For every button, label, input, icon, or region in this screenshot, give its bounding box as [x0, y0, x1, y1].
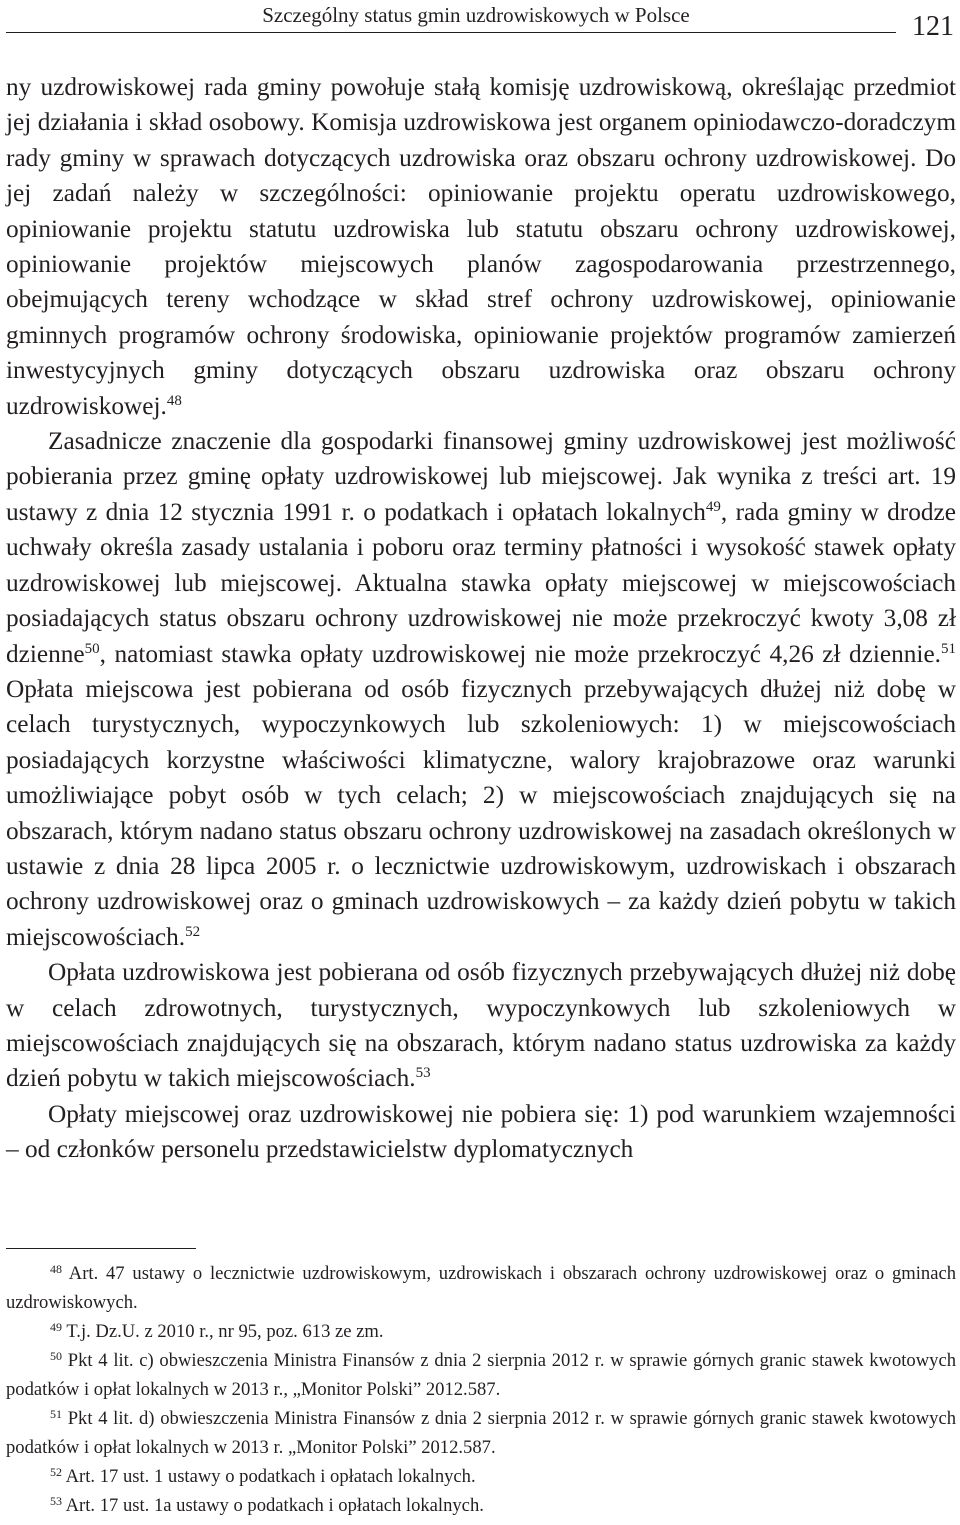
- footnote-51: [6, 1404, 956, 1462]
- header-rule: [6, 32, 896, 33]
- footnote-text: T.j. Dz.U. z 2010 r., nr 95, poz. 613 ze zm.: [66, 1321, 384, 1342]
- footnote-number: 48: [50, 1262, 62, 1276]
- paragraph-text: Opłaty miejscowej oraz uzdrowiskowej nie pobiera się: 1) pod warunkiem wzajemności – od członków personelu przedstawicielstw dyplomatycznych: [6, 1099, 956, 1164]
- main-text: [6, 70, 956, 1168]
- footnote-text: Pkt 4 lit. c) obwieszczenia Ministra Finansów z dnia 2 sierpnia 2012 r. w sprawie górnych granic stawek kwotowych podatków i opłat lokalnych w 2013 r., „Monitor Polski” 2012.587.: [6, 1350, 956, 1400]
- footnote-ref-50[interactable]: 50: [84, 640, 100, 657]
- footnote-ref-52[interactable]: 52: [185, 923, 201, 940]
- footnote-49: [6, 1317, 956, 1346]
- paragraph-text: Opłata miejscowa jest pobierana od osób fizycznych przebywających dłużej niż dobę w celach turystycznych, wypoczynkowych lub szkoleniowych: 1) w miejscowościach posiadających korzystne właściwości klimatyczne, walory krajobrazowe oraz warunki umożliwiające pobyt osób w tych celach; 2) w miejscowościach znajdujących się na obszarach, którym nadano status obszaru ochrony uzdrowiskowej na zasadach określonych w ustawie z dnia 28 lipca 2005 r. o lecznictwie uzdrowiskowym, uzdrowiskach i obszarach ochrony uzdrowiskowej oraz o gminach uzdrowiskowych – za każdy dzień pobytu w takich miejscowościach.: [6, 674, 956, 951]
- paragraph-spa-fees: [6, 424, 956, 955]
- footnote-number: 49: [50, 1320, 62, 1334]
- paragraph-text: Zasadnicze znaczenie dla gospodarki finansowej gminy uzdrowiskowej jest możliwość pobierania przez gminę opłaty uzdrowiskowej lub miejscowej. Jak wynika z treści art. 19 ustawy z dnia 12 stycznia 1991 r. o podatkach i opłatach lokalnych: [6, 427, 956, 526]
- footnote-text: Art. 47 ustawy o lecznictwie uzdrowiskowym, uzdrowiskach i obszarach ochrony uzdrowiskowej oraz o gminach uzdrowiskowych.: [6, 1263, 956, 1313]
- footnote-rule: [6, 1248, 196, 1249]
- footnote-number: 52: [50, 1465, 62, 1479]
- paragraph-exemptions: [6, 1097, 956, 1168]
- paragraph-text: ny uzdrowiskowej rada gminy powołuje stałą komisję uzdrowiskową, określając przedmiot jej działania i skład osobowy. Komisja uzdrowiskowa jest organem opiniodawczo-doradczym rady gminy w sprawach dotyczących uzdrowiska oraz obszaru ochrony uzdrowiskowej. Do jej zadań należy w szczególności: opiniowanie projektu operatu uzdrowiskowego, opiniowanie projektu statutu uzdrowiska lub statutu obszaru ochrony uzdrowiskowej, opiniowanie projektów miejscowych planów zagospodarowania przestrzennego, obejmujących tereny wchodzące w skład stref ochrony uzdrowiskowej, opiniowanie gminnych programów ochrony środowiska, opiniowanie projektów programów zamierzeń inwestycyjnych gminy dotyczących obszaru uzdrowiska oraz obszaru ochrony uzdrowiskowej.: [6, 73, 956, 420]
- paragraph-text: , natomiast stawka opłaty uzdrowiskowej nie może przekroczyć 4,26 zł dziennie.: [99, 639, 941, 668]
- footnote-number: 53: [50, 1494, 62, 1508]
- footnote-text: Art. 17 ust. 1a ustawy o podatkach i opłatach lokalnych.: [65, 1495, 484, 1516]
- paragraph-text: Opłata uzdrowiskowa jest pobierana od osób fizycznych przebywających dłużej niż dobę w celach zdrowotnych, turystycznych, wypoczynkowych lub szkoleniowych w miejscowościach znajdujących się na obszarach, którym nadano status uzdrowiska za każdy dzień pobytu w takich miejscowościach.: [6, 958, 956, 1093]
- footnote-text: Pkt 4 lit. d) obwieszczenia Ministra Finansów z dnia 2 sierpnia 2012 r. w sprawie górnych granic stawek kwotowych podatków i opłat lokalnych w 2013 r. „Monitor Polski” 2012.587.: [6, 1408, 956, 1458]
- footnote-ref-48[interactable]: 48: [166, 392, 182, 409]
- paragraph-spa-fee: [6, 955, 956, 1097]
- footnote-52: [6, 1462, 956, 1491]
- footnote-number: 51: [50, 1407, 62, 1421]
- running-title: Szczególny status gmin uzdrowiskowych w Polsce: [262, 3, 690, 27]
- footnote-50: [6, 1346, 956, 1404]
- footnote-ref-53[interactable]: 53: [415, 1065, 431, 1082]
- footnote-ref-51[interactable]: 51: [941, 640, 956, 657]
- page-number: 121: [912, 11, 954, 42]
- footnotes: [6, 1259, 956, 1520]
- paragraph-text: , rada gminy w drodze uchwały określa zasady ustalania i poboru oraz terminy płatności i wysokość stawek opłaty uzdrowiskowej lub miejscowej. Aktualna stawka opłaty miejscowej w miejscowościach posiadających status obszaru ochrony uzdrowiskowej nie może przekroczyć kwoty 3,08 zł dzienne: [6, 497, 956, 668]
- footnote-48: [6, 1259, 956, 1317]
- footnote-ref-49[interactable]: 49: [705, 498, 721, 515]
- running-header: [0, 2, 960, 42]
- footnote-text: Art. 17 ust. 1 ustawy o podatkach i opłatach lokalnych.: [65, 1466, 476, 1487]
- paragraph-continued: [6, 70, 956, 424]
- footnote-53: [6, 1491, 956, 1520]
- footnote-number: 50: [50, 1349, 62, 1363]
